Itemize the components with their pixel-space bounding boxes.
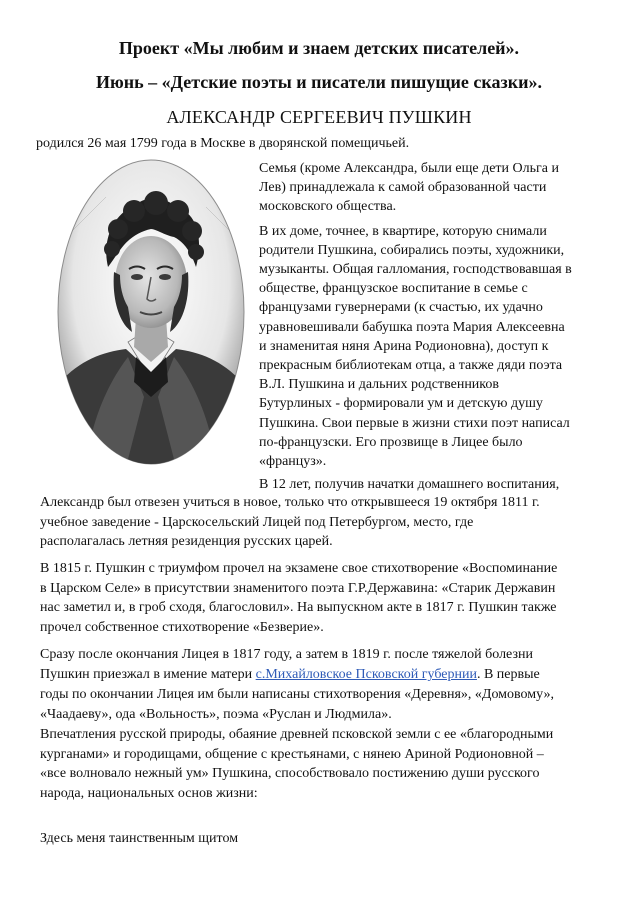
p4-line-2: курганами» и городищами, общение с крестьянами, с нянею Ариной Родионовной – <box>40 746 544 762</box>
side-line-10: и знаменитая няня Арина Родионовна), доступ к <box>259 338 549 354</box>
p3-line-1: Сразу после окончания Лицея в 1817 году, а затем в 1819 г. после тяжелой болезни <box>40 647 533 662</box>
side-line-15: по-французски. Его прозвище в Лицее было <box>259 434 523 450</box>
p4-line-4: народа, национальных основ жизни: <box>40 785 258 801</box>
side-line-12: В.Л. Пушкина и дальних родственников <box>259 377 500 393</box>
side-line-4: В их доме, точнее, в квартире, которую снимали <box>259 223 547 239</box>
side-line-2: Лев) принадлежала к самой образованной части <box>259 180 547 196</box>
side-line-17: В 12 лет, получив начатки домашнего воспитания, <box>259 477 560 493</box>
side-line-7: обществе, французское воспитание в семье с <box>259 281 528 297</box>
intro-line: родился 26 мая 1799 года в Москве в дворянской помещичьей. <box>36 136 410 151</box>
side-line-9: уравновешивали бабушка поэта Мария Алексеевна <box>259 319 565 335</box>
p3-line-2 <box>40 666 540 684</box>
side-line-16: «француз». <box>259 454 327 469</box>
poem-first-line: Здесь меня таинственным щитом <box>40 831 239 846</box>
side-line-6: музыканты. Общая галломания, господствовавшая в <box>259 262 572 277</box>
side-line-3: московского общества. <box>259 199 397 215</box>
p4-line-1: Впечатления русской природы, обаяние древней псковской земли с ее «благородными <box>40 727 554 742</box>
side-line-1: Семья (кроме Александра, были еще дети Ольга и <box>259 161 559 176</box>
p2-line-3: нас заметил и, в гроб сходя, благословил». На выпускном акте в 1817 г. Пушкин также <box>40 600 557 615</box>
side-line-14: Пушкина. Свои первые в жизни стихи поэт написал <box>259 415 570 431</box>
p3-line-4: «Чаадаеву», ода «Вольность», поэма «Руслан и Людмила». <box>40 707 392 722</box>
author-name-heading: АЛЕКСАНДР СЕРГЕЕВИЧ ПУШКИН <box>166 107 472 127</box>
p3-line-3: годы по окончании Лицея им были написаны стихотворения «Деревня», «Домовому», <box>40 687 554 702</box>
p1-line-2: учебное заведение - Царскосельский Лицей под Петербургом, место, где <box>40 514 474 530</box>
side-line-11: прекрасным библиотекам отца, а также дяди поэта <box>259 358 563 373</box>
p4-line-3: «все волновало нежный ум» Пушкина, способствовало постижению души русского <box>40 766 540 781</box>
project-title: Проект «Мы любим и знаем детских писателей». <box>118 38 520 58</box>
side-line-8: французами гувернерами (к счастью, их удачно <box>259 300 543 316</box>
p2-line-2: в Царском Селе» в присутствии знаменитого поэта Г.Р.Державина: «Старик Державин <box>40 580 556 596</box>
p3-text-before-link: Пушкин приезжал в имение матери <box>40 667 256 682</box>
side-line-13: Бутурлиных - формировали ум и детскую душу <box>259 396 543 412</box>
p1-line-3: располагалась летняя резиденция русских царей. <box>40 534 333 549</box>
p2-line-4: прочел собственное стихотворение «Безверие». <box>40 619 324 635</box>
p2-line-1: В 1815 г. Пушкин с триумфом прочел на экзамене свое стихотворение «Воспоминание <box>40 561 558 576</box>
side-line-5: родители Пушкина, собирались поэты, художники, <box>259 242 565 258</box>
p3-text-after-link: . В первые <box>476 667 540 682</box>
mikhailovskoye-link[interactable]: с.Михайловское Псковской губернии <box>255 667 477 682</box>
p1-line-1: Александр был отвезен учиться в новое, только что открывшееся 19 октября 1811 г. <box>40 495 540 510</box>
portrait-image <box>56 157 246 467</box>
month-theme: Июнь – «Детские поэты и писатели пишущие сказки». <box>95 72 542 92</box>
